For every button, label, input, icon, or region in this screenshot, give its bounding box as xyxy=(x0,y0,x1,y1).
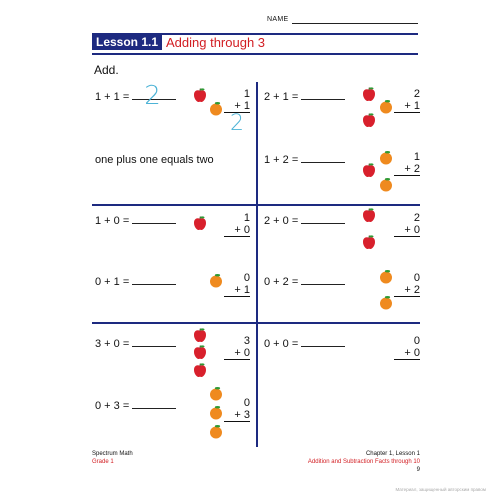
footer-right xyxy=(262,450,420,474)
equation-text: 2 + 1 = xyxy=(264,91,299,103)
vertical-problem xyxy=(394,151,420,176)
orange-icon xyxy=(378,294,394,315)
vertical-problem xyxy=(394,335,420,360)
addend-bottom: + 2 xyxy=(394,163,420,176)
addend-bottom: + 0 xyxy=(394,347,420,360)
problem-equation xyxy=(95,400,176,412)
addend-top: 2 xyxy=(413,88,420,100)
addend-bottom: + 1 xyxy=(224,284,250,297)
answer-blank[interactable] xyxy=(132,223,176,224)
grade-label: Grade 1 xyxy=(92,459,114,465)
orange-icon xyxy=(208,404,224,425)
addend-top: 0 xyxy=(243,272,250,284)
answer-blank[interactable] xyxy=(301,223,345,224)
orange-icon xyxy=(208,385,224,406)
apple-icon xyxy=(361,234,377,255)
equation-text: 0 + 1 = xyxy=(95,276,130,288)
addend-bottom: + 0 xyxy=(224,347,250,360)
equation-text: 2 + 0 = xyxy=(264,215,299,227)
vertical-problem xyxy=(224,88,250,135)
name-line xyxy=(292,23,418,24)
vertical-problem xyxy=(224,335,250,360)
chapter-label: Chapter 1, Lesson 1 xyxy=(365,451,420,457)
equation-text: 3 + 0 = xyxy=(95,338,130,350)
equation-text: 0 + 2 = xyxy=(264,276,299,288)
vertical-problem xyxy=(224,212,250,237)
addend-top: 0 xyxy=(413,272,420,284)
equation-text: 0 + 3 = xyxy=(95,400,130,412)
watermark: Материал, защищенный авторским правом xyxy=(395,487,486,492)
equation-text: 1 + 0 = xyxy=(95,215,130,227)
problem-equation xyxy=(264,276,345,288)
problem-equation xyxy=(95,81,176,111)
problem-equation xyxy=(264,154,345,166)
addend-bottom: + 2 xyxy=(394,284,420,297)
problem-equation xyxy=(264,91,345,103)
publisher-label: Spectrum Math xyxy=(92,451,133,457)
apple-icon xyxy=(361,207,377,228)
addend-bottom: + 1 xyxy=(224,100,250,113)
apple-icon xyxy=(192,215,208,236)
vertical-problem xyxy=(224,397,250,422)
lesson-title: Adding through 3 xyxy=(166,35,266,50)
equation-text: 0 + 0 = xyxy=(264,338,299,350)
addend-bottom: + 0 xyxy=(224,224,250,237)
answer-blank[interactable] xyxy=(132,408,176,409)
addend-top: 1 xyxy=(243,212,250,224)
answer-blank[interactable] xyxy=(301,346,345,347)
problem-equation xyxy=(264,338,345,350)
answer-blank[interactable] xyxy=(132,284,176,285)
problem-equation xyxy=(264,215,345,227)
grid-horizontal-rule xyxy=(92,322,420,324)
section-label: Addition and Subtraction Facts through 10 xyxy=(307,459,420,465)
equation-text: 1 + 2 = xyxy=(264,154,299,166)
grid-horizontal-rule xyxy=(92,204,420,206)
answer-blank[interactable] xyxy=(301,284,345,285)
orange-icon xyxy=(208,100,224,121)
page-number: 9 xyxy=(416,467,420,473)
addend-top: 1 xyxy=(243,88,250,100)
orange-icon xyxy=(208,423,224,444)
traced-answer: 2 xyxy=(144,81,161,111)
apple-icon xyxy=(192,362,208,383)
vertical-problem xyxy=(394,88,420,113)
addend-top: 2 xyxy=(413,212,420,224)
apple-icon xyxy=(361,86,377,107)
example-sentence: one plus one equals two xyxy=(95,154,214,166)
instruction: Add. xyxy=(94,63,119,77)
addend-top: 0 xyxy=(243,397,250,409)
answer-blank[interactable] xyxy=(301,162,345,163)
answer-blank[interactable] xyxy=(132,346,176,347)
vertical-problem xyxy=(394,212,420,237)
apple-icon xyxy=(192,87,208,108)
problem-equation xyxy=(95,215,176,227)
addend-top: 3 xyxy=(243,335,250,347)
addend-bottom: + 1 xyxy=(394,100,420,113)
orange-icon xyxy=(378,268,394,289)
addend-top: 0 xyxy=(413,335,420,347)
name-label: NAME xyxy=(267,16,289,23)
vertical-problem xyxy=(224,272,250,297)
lesson-badge: Lesson 1.1 xyxy=(92,35,162,50)
orange-icon xyxy=(378,176,394,197)
equation-text: 1 + 1 = xyxy=(95,91,130,103)
addend-top: 1 xyxy=(413,151,420,163)
problem-equation xyxy=(95,338,176,350)
orange-icon xyxy=(208,272,224,293)
orange-icon xyxy=(378,149,394,170)
traced-sum: 2 xyxy=(230,111,244,136)
addend-bottom: + 0 xyxy=(394,224,420,237)
answer-blank[interactable] xyxy=(301,99,345,100)
footer-left xyxy=(92,450,133,466)
vertical-problem xyxy=(394,272,420,297)
grid-vertical-rule xyxy=(256,82,258,447)
orange-icon xyxy=(378,98,394,119)
apple-icon xyxy=(361,162,377,183)
answer-blank[interactable] xyxy=(132,81,176,111)
addend-bottom: + 3 xyxy=(224,409,250,422)
apple-icon xyxy=(361,112,377,133)
problem-equation xyxy=(95,276,176,288)
